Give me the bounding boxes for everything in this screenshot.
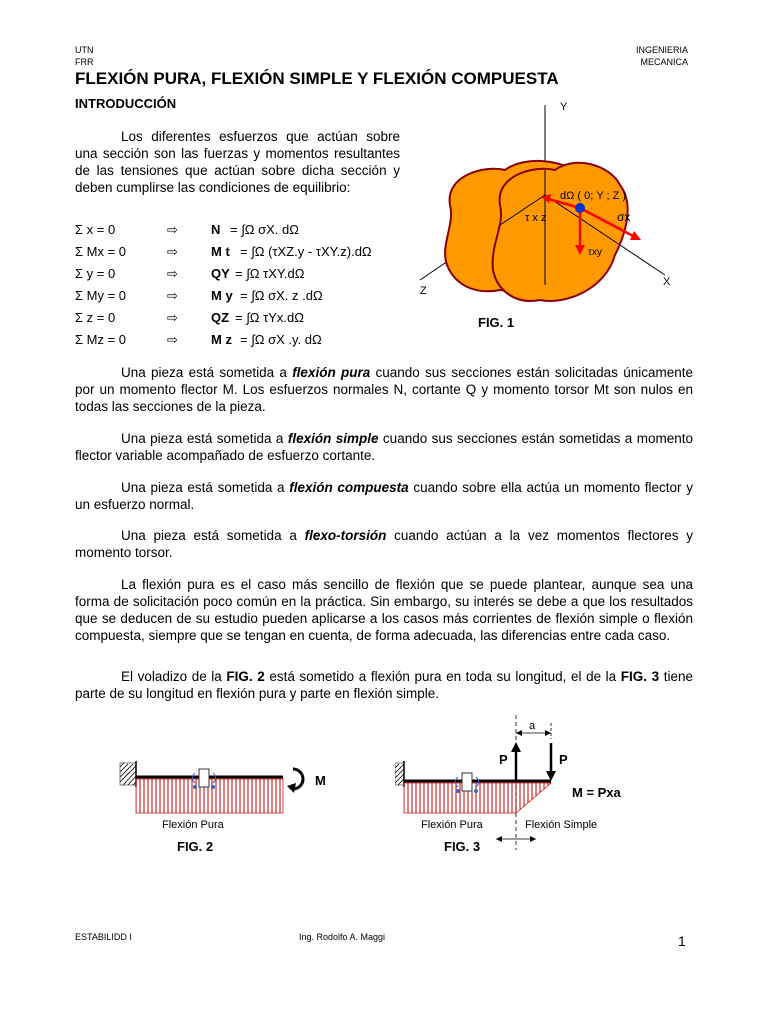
- eq-implies-arrow: ⇨: [167, 266, 178, 281]
- eq-lhs: M z: [211, 332, 232, 347]
- paragraph-flexion-simple: Una pieza está sometida a flexión simple cuando sus secciones están sometidas a momento flector variable acompañado de esfuerzo cortante.: [75, 431, 693, 463]
- eq-rhs: = ∫Ω (τXZ.y - τXY.z).dΩ: [240, 244, 372, 259]
- fig1-axis-z-label: Z: [420, 285, 427, 297]
- term-flexion-simple: flexión simple: [287, 431, 379, 446]
- eq-rhs: = ∫Ω τXY.dΩ: [235, 266, 305, 281]
- fig3-bending-diagram: [395, 715, 665, 855]
- eq-rhs: = ∫Ω σX. z .dΩ: [240, 288, 323, 303]
- eq-lhs: QZ: [211, 310, 230, 325]
- paragraph-flexion-compuesta: Una pieza está sometida a flexión compuesta cuando sobre ella actúa un momento flector y un esfuerzo normal.: [75, 480, 693, 512]
- term-flexo-torsion: flexo-torsión: [304, 528, 387, 543]
- fig3-simple-caption: Flexión Simple: [525, 819, 598, 831]
- tau-xy-label: τxy: [588, 247, 602, 258]
- fig3-dimension-a: a: [529, 720, 536, 732]
- equation-row: [75, 330, 405, 350]
- fig1-caption: FIG. 1: [478, 315, 515, 330]
- eq-implies-arrow: ⇨: [167, 288, 178, 303]
- eq-condition: Σ y = 0: [75, 266, 116, 281]
- fig1-axis-y-label: Y: [560, 101, 568, 113]
- eq-lhs: M y: [211, 288, 233, 303]
- header-right: [636, 44, 688, 68]
- fig3-load-left-label: P: [499, 752, 508, 767]
- equation-row: [75, 308, 405, 328]
- term-flexion-compuesta: flexión compuesta: [289, 480, 409, 495]
- equation-row: [75, 220, 405, 240]
- fig3-load-right-label: P: [559, 752, 568, 767]
- eq-rhs: = ∫Ω σX .y. dΩ: [240, 332, 322, 347]
- term-flexion-pura: flexión pura: [292, 365, 371, 380]
- fig2-moment-label: M: [315, 773, 326, 788]
- paragraph-flexion-pura: Una pieza está sometida a flexión pura cuando sus secciones están solicitadas únicamente por un momento flector M. Los esfuerzos normales N, cortante Q y momento torsor Mt son nulos en todas las secciones de la pieza.: [75, 365, 693, 414]
- eq-implies-arrow: ⇨: [167, 222, 178, 237]
- sigma-x-label: σx: [617, 210, 631, 224]
- eq-condition: Σ Mx = 0: [75, 244, 127, 259]
- fig3-caption: FIG. 3: [444, 839, 481, 854]
- fig2-pure-bending-diagram: [115, 755, 345, 835]
- eq-rhs: = ∫Ω τYx.dΩ: [235, 310, 304, 325]
- intro-paragraph: [75, 128, 400, 196]
- front-section: [493, 163, 631, 301]
- header-left: [75, 44, 94, 68]
- page-title: FLEXIÓN PURA, FLEXIÓN SIMPLE Y FLEXIÓN COMPUESTA: [75, 69, 559, 88]
- eq-condition: Σ My = 0: [75, 288, 127, 303]
- eq-implies-arrow: ⇨: [167, 332, 178, 347]
- eq-rhs: = ∫Ω σX. dΩ: [230, 222, 299, 237]
- section-title: INTRODUCCIÓN: [75, 96, 177, 111]
- fig3-pure-caption: Flexión Pura: [421, 819, 483, 831]
- footer-author: Ing. Rodolfo A. Maggi: [299, 932, 386, 942]
- equation-row: [75, 264, 405, 284]
- eq-lhs: QY: [211, 266, 230, 281]
- fig3-moment-equation: M = Pxa: [572, 785, 621, 800]
- eq-condition: Σ x = 0: [75, 222, 116, 237]
- fig3-pure-bending-region: [404, 783, 516, 813]
- fig3-simple-bending-region: [516, 783, 551, 813]
- page-number: 1: [678, 933, 686, 949]
- fig2-caption: FIG. 2: [177, 839, 214, 854]
- eq-lhs: N: [211, 222, 221, 237]
- eq-condition: Σ Mz = 0: [75, 332, 127, 347]
- eq-implies-arrow: ⇨: [167, 310, 178, 325]
- tau-xz-label: τ x z: [525, 212, 547, 224]
- fig2-region-caption: Flexión Pura: [162, 819, 224, 831]
- header-institution: UTN: [75, 45, 94, 55]
- paragraph-cantilever: El voladizo de la FIG. 2 está sometido a flexión pura en toda su longitud, el de la FIG. 3 tiene parte de su longitud en flexión pura y parte en flexión simple.: [75, 669, 693, 701]
- eq-lhs: M t: [211, 244, 230, 259]
- equation-row: [75, 286, 405, 306]
- header-degree: INGENIERIA: [635, 45, 688, 55]
- intro-text: Los diferentes esfuerzos que actúan sobre una sección son las fuerzas y momentos resultantes de las tensiones que actúan sobre dicha sección y deben cumplirse las condiciones de equilibrio:: [75, 129, 400, 195]
- fig1-axis-x-label: X: [663, 276, 671, 288]
- paragraph-pure-bending-intro: La flexión pura es el caso más sencillo de flexión que se puede plantear, aunque sea una forma de solicitación poco común en la práctica. Sin embargo, su interés se debe a que los resultados que se deducen de su estudio pueden aplicarse a los casos más corrientes de flexión simple o flexión compuesta, siempre que se tengan en cuenta, de forma adecuada, las diferencias entre cada caso.: [75, 577, 693, 643]
- header-campus: FRR: [75, 57, 94, 67]
- area-element-point: [575, 203, 585, 213]
- eq-implies-arrow: ⇨: [167, 244, 178, 259]
- fig1-cross-section-diagram: [405, 95, 695, 345]
- equation-row: [75, 242, 405, 262]
- footer-course: ESTABILIDD I: [75, 932, 132, 942]
- point-label: dΩ ( 0; Y ; Z ): [560, 190, 627, 202]
- eq-condition: Σ z = 0: [75, 310, 116, 325]
- header-specialty: MECANICA: [640, 57, 688, 67]
- paragraph-flexo-torsion: Una pieza está sometida a flexo-torsión cuando actúan a la vez momentos flectores y momento torsor.: [75, 528, 693, 560]
